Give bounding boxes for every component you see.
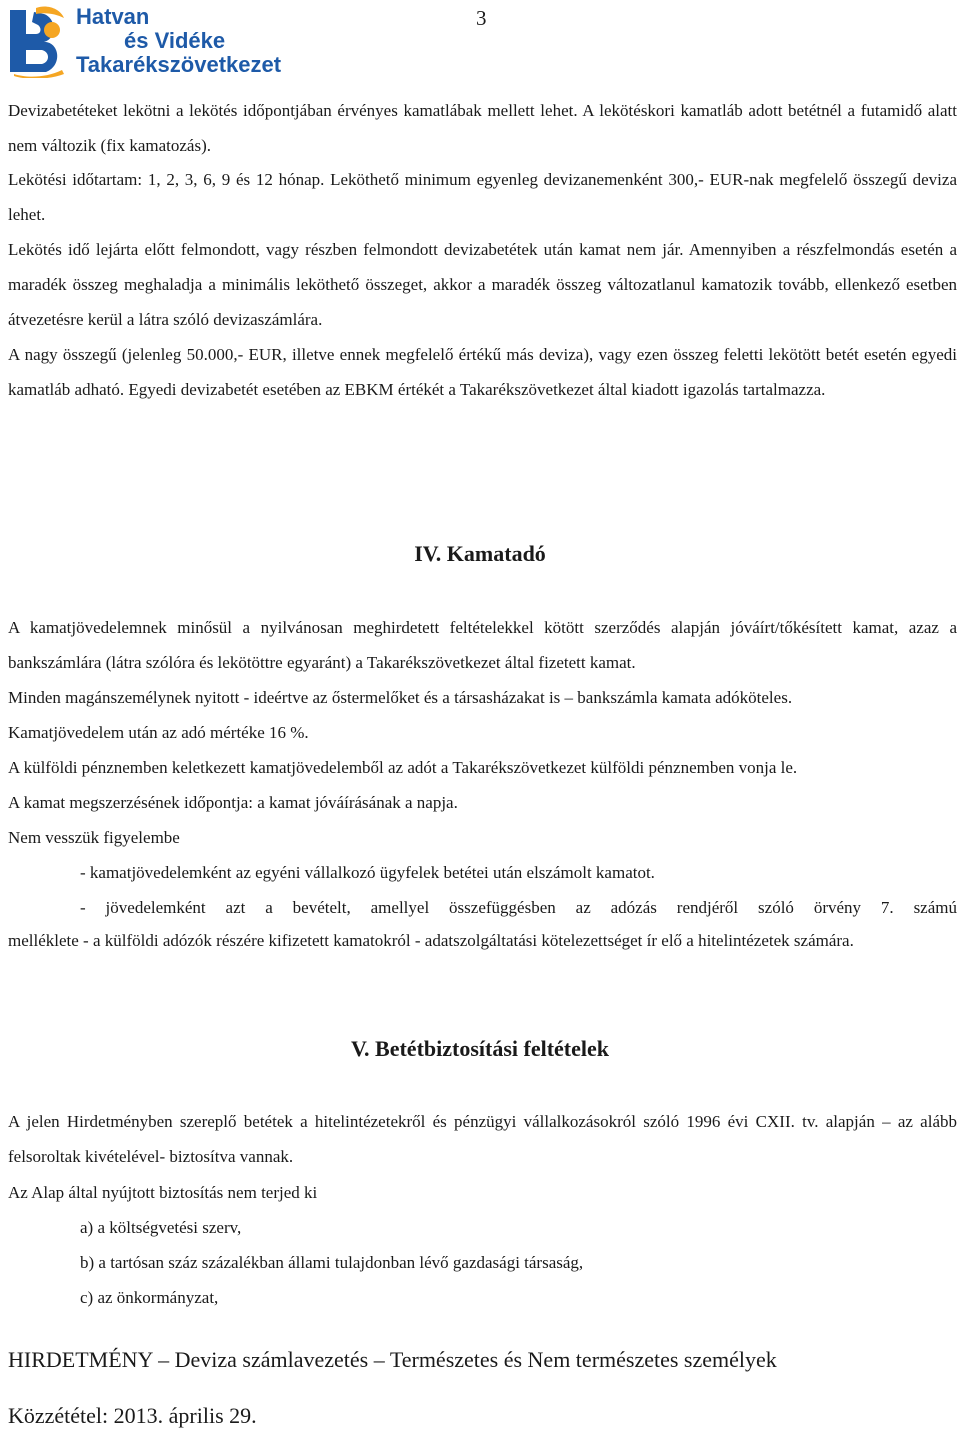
paragraph-taxable: Minden magánszemélynek nyitott - ideértve az őstermelőket és a társasházakat is – bankszámla kamata adóköteles. [8,688,793,707]
paragraph-interest-date: A kamat megszerzésének időpontja: a kamat jóváírásának a napja. [8,793,458,812]
logo-line-2: és Vidéke [124,28,226,53]
paragraph-foreign-currency: A külföldi pénznemben keletkezett kamatjövedelemből az adót a Takarékszövetkezet külföldi pénznemben vonja le. [8,758,798,777]
list-item-a: a) a költségvetési szerv, [80,1218,242,1237]
logo-line-1: Hatvan [76,4,150,29]
paragraph-insured-deposits: A jelen Hirdetményben szereplő betétek a hitelintézetekről és pénzügyi vállalkozásokról szóló 1996 évi CXII. tv. alapján – az alább felsoroltak kivételével- biztosítva vannak. [8,1112,957,1166]
publication-date: Közzététel: 2013. április 29. [8,1403,257,1428]
section-heading-deposit-insurance: V. Betétbiztosítási feltételek [350,1036,610,1061]
paragraph-early-termination: Lekötés idő lejárta előtt felmondott, vagy részben felmondott devizabetétek után kamat nem jár. Amennyiben a részfelmondás esetén a maradék összeg meghaladja a minimális leköthető összeget, akkor a maradék összeg változatlanul kamatozik tovább, ellenkező esetben átvezetésre kerül a látra szóló devizaszámlára. [8,240,957,329]
list-item-b: b) a tartósan száz százalékban állami tulajdonban lévő gazdasági társaság, [80,1253,584,1272]
list-item-exclusion-2: - jövedelemként azt a bevételt, amellyel összefüggésben az adózás rendjéről szóló örvény 7. számú [80,898,957,917]
footer-title: HIRDETMÉNY – Deviza számlavezetés – Természetes és Nem természetes személyek [8,1347,777,1372]
company-logo [6,4,306,78]
logo-line-3: Takarékszövetkezet [76,52,282,77]
list-item-c: c) az önkormányzat, [80,1288,219,1307]
page-number: 3 [476,6,487,30]
paragraph-interest-income: A kamatjövedelemnek minősül a nyilvánosan meghirdetett feltételekkel kötött szerződés alapján jóváírt/tőkésített kamat, azaz a bankszámlára (látra szólóra és lekötöttre egyaránt) a Takarékszövetkezet által fizetett kamat. [8,618,957,672]
paragraph-not-covered-intro: Az Alap által nyújtott biztosítás nem terjed ki [8,1183,318,1202]
paragraph-exclusions-intro: Nem vesszük figyelembe [8,828,180,847]
paragraph-tax-rate: Kamatjövedelem után az adó mértéke 16 %. [8,723,309,742]
list-item-exclusion-1: - kamatjövedelemként az egyéni vállalkozó ügyfelek betétei után elszámolt kamatot. [80,863,655,882]
paragraph-term: Lekötési időtartam: 1, 2, 3, 6, 9 és 12 hónap. Leköthető minimum egyenleg devizanemenként 300,- EUR-nak megfelelő összegű deviza lehet. [8,170,957,224]
section-heading-interest-tax: IV. Kamatadó [414,541,546,566]
logo-mark-icon [6,4,76,78]
paragraph-deposit-fixing: Devizabetéteket lekötni a lekötés időpontjában érvényes kamatlábak mellett lehet. A lekötéskori kamatláb adott betétnél a futamidő alatt nem változik (fix kamatozás). [8,101,957,155]
list-item-exclusion-2-cont: melléklete - a külföldi adózók részére kifizetett kamatokról - adatszolgáltatási kötelezettséget ír elő a hitelintézetek számára. [8,931,854,950]
paragraph-large-amount: A nagy összegű (jelenleg 50.000,- EUR, illetve ennek megfelelő értékű más deviza), vagy ezen összeg feletti lekötött betét esetén egyedi kamatláb adható. Egyedi devizabetét esetében az EBKM értékét a Takarékszövetkezet által kiadott igazolás tartalmazza. [8,345,957,399]
